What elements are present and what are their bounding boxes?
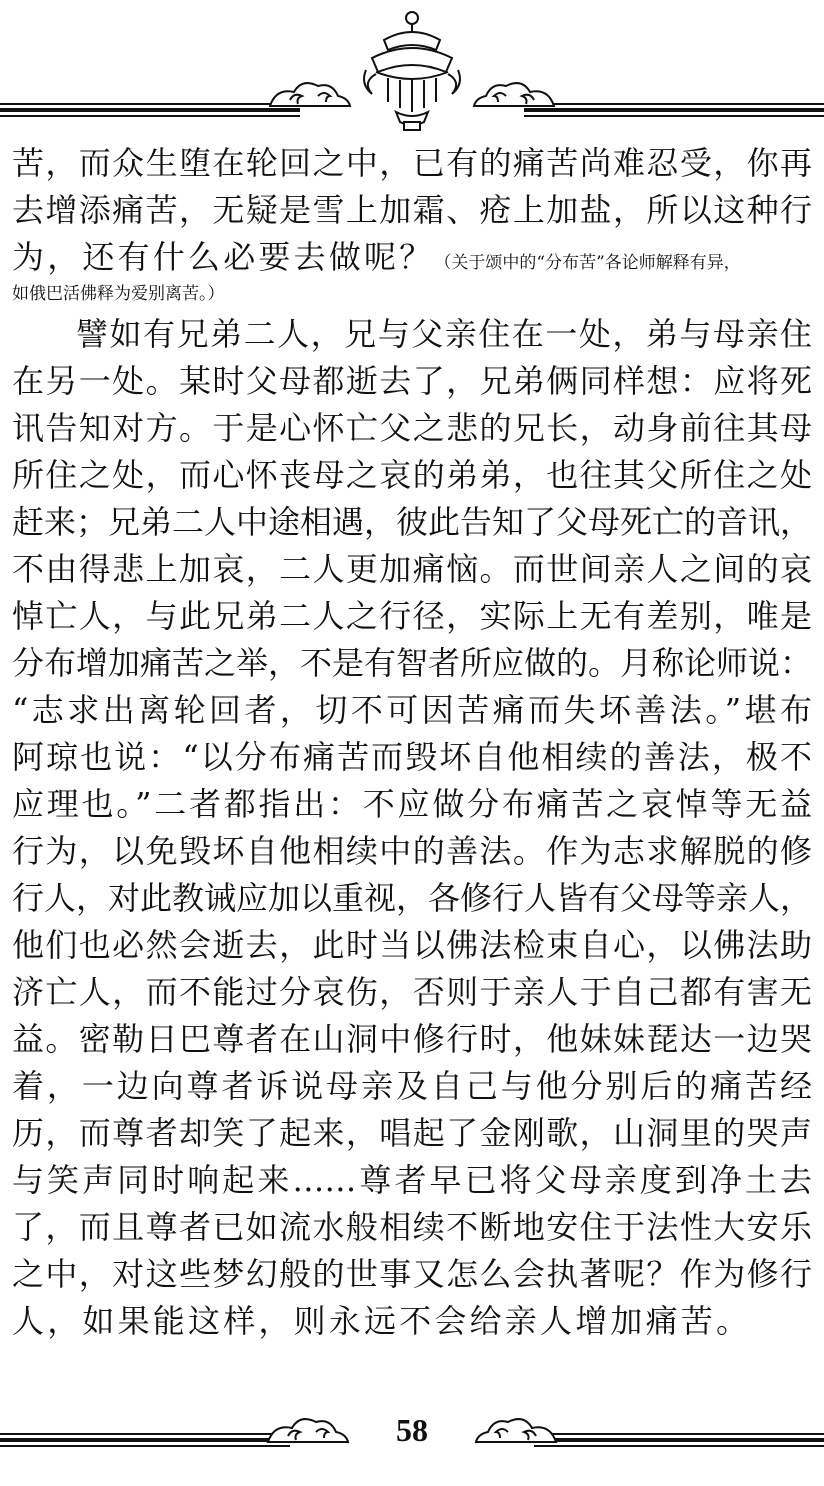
text-line: 赶来；兄弟二人中途相遇，彼此告知了父母死亡的音讯， <box>12 503 813 541</box>
text-line: 行为，以免毁坏自他相续中的善法。作为志求解脱的修 <box>12 832 812 870</box>
footer-rule-right <box>534 1434 824 1446</box>
cloud-scroll-icon <box>268 1419 348 1442</box>
text-line-last: 人，如果能这样，则永远不会给亲人增加痛苦。 <box>12 1302 752 1340</box>
text-line: 譬如有兄弟二人，兄与父亲住在一处，弟与母亲住 <box>76 315 812 353</box>
annotation-note: （关于颂中的“分布苦”各论师解释有异， <box>434 253 741 273</box>
text-line: 讯告知对方。于是心怀亡父之悲的兄长，动身前往其母 <box>12 409 812 447</box>
cloud-scroll-icon <box>270 83 350 106</box>
text-line: 益。密勒日巴尊者在山洞中修行时，他妹妹琵达一边哭 <box>12 1020 812 1058</box>
text-line: 着，一边向尊者诉说母亲及自己与他分别后的痛苦经 <box>12 1067 812 1105</box>
text-line: 分布增加痛苦之举，不是有智者所应做的。月称论师说： <box>12 644 813 682</box>
footer-rule-left <box>0 1434 290 1446</box>
text-line: 应理也。”二者都指出：不应做分布痛苦之哀悼等无益 <box>12 785 812 823</box>
text-line: 不由得悲上加哀，二人更加痛恼。而世间亲人之间的哀 <box>12 550 812 588</box>
text-line: 苦，而众生堕在轮回之中，已有的痛苦尚难忍受，你再 <box>12 144 812 182</box>
text-line: 去增添痛苦，无疑是雪上加霜、疮上加盐，所以这种行 <box>12 191 812 229</box>
text-line: 历，而尊者却笑了起来，唱起了金刚歌，山洞里的哭声 <box>12 1114 812 1152</box>
header-ornament <box>0 0 824 140</box>
text-line: 在另一处。某时父母都逝去了，兄弟俩同样想：应将死 <box>12 362 812 400</box>
text-line: 济亡人，而不能过分哀伤，否则于亲人于自己都有害无 <box>12 973 812 1011</box>
annotation-note-continued: 如俄巴活佛释为爱别离苦。） <box>12 284 225 304</box>
cloud-scroll-icon <box>474 83 554 106</box>
text-line: 之中，对这些梦幻般的世事又怎么会执著呢？作为修行 <box>12 1255 812 1293</box>
text-line: 行人，对此教诫应加以重视，各修行人皆有父母等亲人， <box>12 879 813 917</box>
text-line: “志求出离轮回者，切不可因苦痛而失坏善法。”堪布 <box>12 691 812 729</box>
header-rule-right <box>524 104 824 116</box>
text-line: 了，而且尊者已如流水般相续不断地安住于法性大安乐 <box>12 1208 812 1246</box>
text-line-main: 为，还有什么必要去做呢？ <box>12 238 435 276</box>
page-text <box>12 140 812 1345</box>
page-number: 58 <box>396 1412 428 1448</box>
text-line: 与笑声同时响起来……尊者早已将父母亲度到净土去 <box>12 1161 812 1199</box>
header-rule-left <box>0 104 300 116</box>
victory-banner-icon <box>364 12 460 130</box>
cloud-scroll-icon <box>476 1419 556 1442</box>
text-line-with-note <box>12 234 812 281</box>
text-line: 悼亡人，与此兄弟二人之行径，实际上无有差别，唯是 <box>12 597 812 635</box>
text-line: 他们也必然会逝去，此时当以佛法检束自心，以佛法助 <box>12 926 812 964</box>
text-line: 阿琼也说：“以分布痛苦而毁坏自他相续的善法，极不 <box>12 738 812 776</box>
text-line: 所住之处，而心怀丧母之哀的弟弟，也往其父所住之处 <box>12 456 812 494</box>
